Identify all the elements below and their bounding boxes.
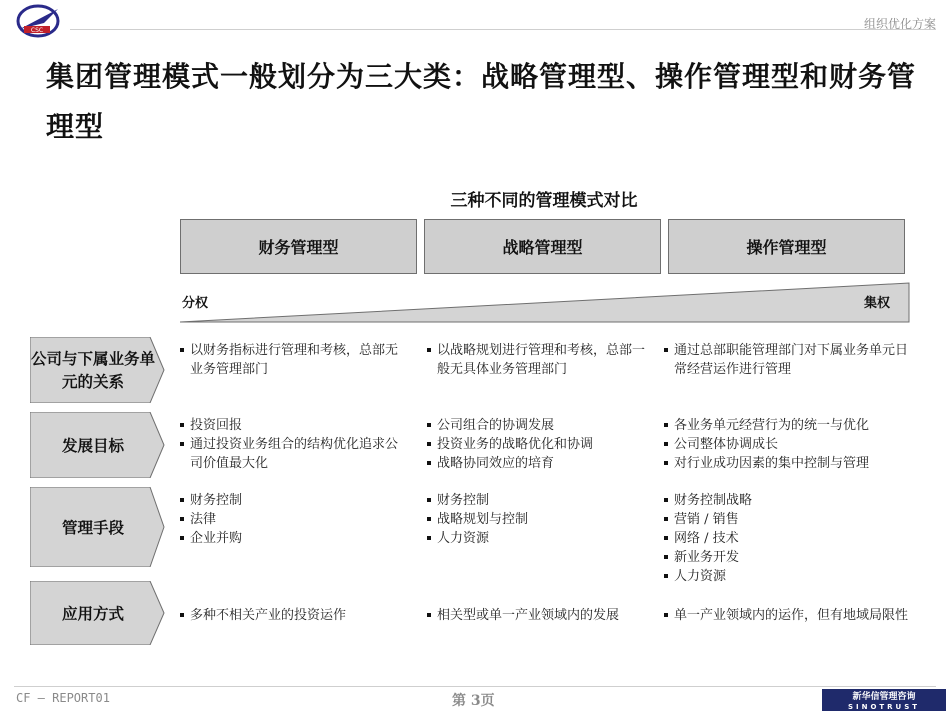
centralized-label: 集权 xyxy=(864,296,891,311)
footer-divider xyxy=(14,686,936,687)
list-item: 人力资源 xyxy=(664,567,920,586)
report-code: CF — REPORT01 xyxy=(16,691,110,705)
cell-strategic-goal xyxy=(427,416,651,473)
cell-financial-means xyxy=(180,491,400,548)
list-item: 营销 / 销售 xyxy=(664,510,920,529)
list-item: 财务控制 xyxy=(427,491,651,510)
list-item: 通过总部职能管理部门对下属业务单元日常经营运作进行管理 xyxy=(664,341,920,379)
list-item: 相关型或单一产业领域内的发展 xyxy=(427,606,639,625)
brand-logo xyxy=(822,689,946,711)
brand-name-en: SINOTRUST xyxy=(847,703,921,711)
list-item: 各业务单元经营行为的统一与优化 xyxy=(664,416,926,435)
section-label: 组织优化方案 xyxy=(863,17,936,31)
list-item: 财务控制战略 xyxy=(664,491,920,510)
column-header-financial: 财务管理型 xyxy=(180,219,417,274)
list-item: 网络 / 技术 xyxy=(664,529,920,548)
row-header-means xyxy=(30,487,166,567)
cell-financial-goal xyxy=(180,416,406,473)
list-item: 公司组合的协调发展 xyxy=(427,416,651,435)
cell-operational-application xyxy=(664,606,920,625)
list-item: 对行业成功因素的集中控制与管理 xyxy=(664,454,926,473)
list-item: 投资回报 xyxy=(180,416,406,435)
cell-operational-relationship xyxy=(664,341,920,379)
cell-strategic-means xyxy=(427,491,651,548)
list-item: 多种不相关产业的投资运作 xyxy=(180,606,406,625)
cell-financial-relationship xyxy=(180,341,400,379)
page-title: 集团管理模式一般划分为三大类：战略管理型、操作管理型和财务管理型 xyxy=(46,60,917,143)
row-label: 发展目标 xyxy=(61,435,124,455)
column-header-strategic: 战略管理型 xyxy=(424,219,661,274)
page-number: 第 3页 xyxy=(452,693,495,709)
row-label: 公司与下属业务单元的关系 xyxy=(30,349,155,391)
list-item: 战略规划与控制 xyxy=(427,510,651,529)
list-item: 投资业务的战略优化和协调 xyxy=(427,435,651,454)
list-item: 新业务开发 xyxy=(664,548,920,567)
row-header-relationship xyxy=(30,337,166,403)
decentralized-label: 分权 xyxy=(182,296,209,311)
cell-strategic-relationship xyxy=(427,341,651,379)
list-item: 公司整体协调成长 xyxy=(664,435,926,454)
table-caption: 三种不同的管理模式对比 xyxy=(450,191,638,211)
list-item: 企业并购 xyxy=(180,529,400,548)
row-label: 应用方式 xyxy=(61,603,124,623)
list-item: 单一产业领域内的运作，但有地域局限性 xyxy=(664,606,920,625)
list-item: 以战略规划进行管理和考核，总部一般无具体业务管理部门 xyxy=(427,341,651,379)
column-header-operational: 操作管理型 xyxy=(668,219,905,274)
list-item: 法律 xyxy=(180,510,400,529)
company-logo xyxy=(14,3,66,39)
list-item: 财务控制 xyxy=(180,491,400,510)
logo-text: CSC xyxy=(30,27,44,34)
list-item: 战略协同效应的培育 xyxy=(427,454,651,473)
list-item: 人力资源 xyxy=(427,529,651,548)
list-item: 以财务指标进行管理和考核，总部无业务管理部门 xyxy=(180,341,400,379)
row-header-application xyxy=(30,581,166,645)
row-header-goal xyxy=(30,412,166,478)
header-divider xyxy=(70,29,936,30)
cell-strategic-application xyxy=(427,606,639,625)
cell-financial-application xyxy=(180,606,406,625)
brand-name-cn: 新华信管理咨询 xyxy=(852,692,916,702)
cell-operational-means xyxy=(664,491,920,586)
list-item: 通过投资业务组合的结构优化追求公司价值最大化 xyxy=(180,435,406,473)
centralization-wedge xyxy=(180,282,910,324)
row-label: 管理手段 xyxy=(61,517,124,537)
cell-operational-goal xyxy=(664,416,926,473)
